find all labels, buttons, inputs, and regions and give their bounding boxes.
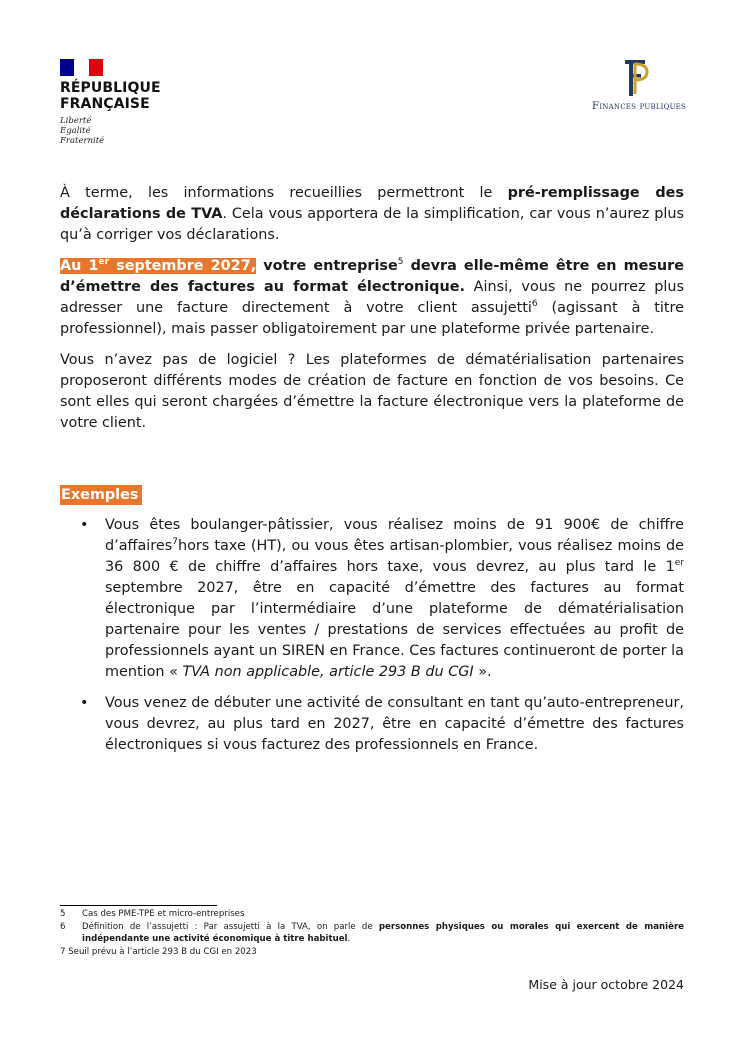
rf-name: RÉPUBLIQUE FRANÇAISE <box>60 80 161 112</box>
bullet-icon: • <box>80 695 89 711</box>
bullet-icon: • <box>80 517 89 533</box>
rf-motto: Liberté Égalité Fraternité <box>60 116 105 146</box>
main-content <box>60 183 684 766</box>
examples-heading: Exemples <box>60 485 142 505</box>
footnote-6: 6 Définition de l’assujetti : Par assujetti à la TVA, on parle de personnes physiques ou morales qui exercent de manière indépendante une activité économique à titre habituel. <box>60 921 685 944</box>
republique-francaise-logo <box>60 59 170 146</box>
finances-publiques-logo <box>566 58 686 112</box>
paragraph-no-software: Vous n’avez pas de logiciel ? Les plateformes de dématérialisation partenaires proposeront différents modes de création de facture en fonction de vos besoins. Ce sont elles qui seront chargées d’émettre la facture électronique vers la plateforme de votre client. <box>60 352 684 431</box>
footnote-5: 5 Cas des PME-TPE et micro-entreprises <box>60 909 245 919</box>
footnote-7: 7 Seuil prévu à l’article 293 B du CGI en 2023 <box>60 946 257 957</box>
paragraph-prefill: À terme, les informations recueillies permettront le pré-remplissage des déclarations de TVA. Cela vous apportera de la simplification, car vous n’aurez plus qu’à corriger vos déclarations. <box>60 185 684 243</box>
date-highlight: Au 1er septembre 2027, <box>60 257 257 274</box>
footnotes <box>60 908 684 958</box>
update-date: Mise à jour octobre 2024 <box>528 977 684 992</box>
finances-publiques-emblem-icon <box>620 58 650 98</box>
list-item: • Vous êtes boulanger-pâtissier, vous réalisez moins de 91 900€ de chiffre d’affaires$^7$hors taxe (HT), ou vous êtes artisan-plombier, vous réalisez moins de 36 800 € de chiffre d’affaires hors taxe, vous devrez, au plus tard le 1er septembre 2027, être en capacité d’émettre des factures au format électronique par l’intermédiaire d’une plateforme de dématérialisation partenaire pour les ventes / prestations de services effectuées au profit de professionnels ayant un SIREN en France. Ces factures continueront de porter la mention « TVA non applicable, article 293 B du CGI ». <box>80 517 684 680</box>
paragraph-obligation: Au 1er septembre 2027, votre entreprise$^5$ devra elle-même être en mesure d’émettre des factures au format électronique. Ainsi, vous ne pourrez plus adresser une facture directement à votre client assujetti$^6$ (agissant à titre professionnel), mais passer obligatoirement par une plateforme privée partenaire. <box>60 257 685 337</box>
footnote-separator <box>60 905 217 906</box>
list-item: • Vous venez de débuter une activité de consultant en tant qu’auto-entrepreneur, vous devrez, au plus tard en 2027, être en capacité d’émettre des factures électroniques si vous facturez des professionnels en France. <box>80 695 684 753</box>
finances-publiques-name: Finances publiques <box>591 100 686 112</box>
examples-list <box>60 515 684 756</box>
french-flag-icon <box>60 59 103 76</box>
